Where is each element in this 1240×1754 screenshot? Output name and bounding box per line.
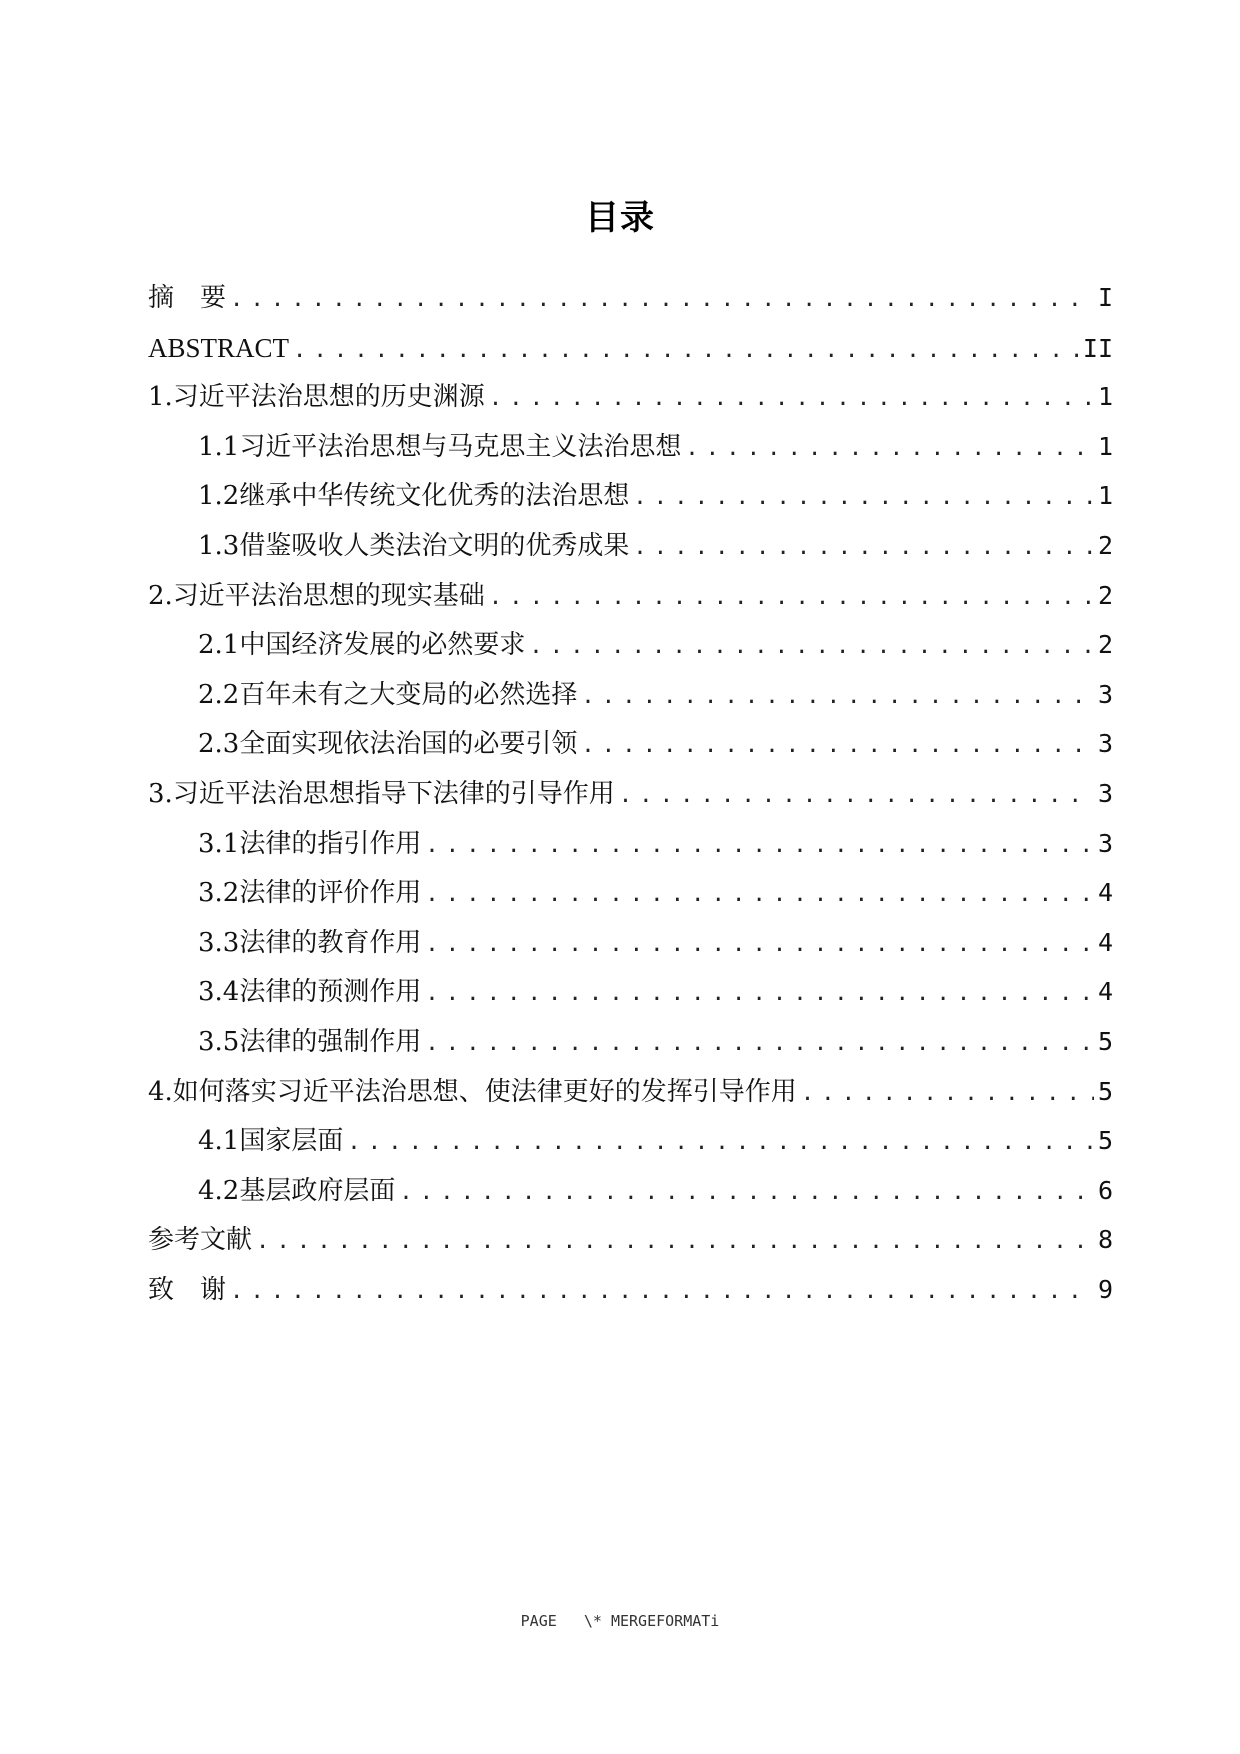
toc-entry-page: I	[1097, 283, 1113, 312]
toc-entry-label: 1.习近平法治思想的历史渊源	[148, 382, 485, 413]
toc-entry-label: 3.3法律的教育作用	[198, 927, 422, 958]
toc-entry-page: 1	[1097, 481, 1113, 511]
toc-entry-page: 3	[1097, 729, 1113, 759]
toc-leader-dots	[425, 828, 1094, 864]
toc-entry-chapter-3[interactable]	[148, 776, 1113, 826]
toc-entry-page: 5	[1097, 1076, 1113, 1106]
toc-entry-references[interactable]	[148, 1222, 1113, 1272]
toc-entry-label: 2.2百年未有之大变局的必然选择	[198, 679, 578, 710]
toc-leader-dots	[633, 530, 1094, 566]
toc-leader-dots	[619, 778, 1094, 814]
toc-entry-page: II	[1082, 333, 1113, 363]
toc-entry-label: 4.2基层政府层面	[198, 1175, 396, 1206]
table-of-contents	[148, 280, 1113, 1321]
toc-entry-abstract-en[interactable]	[148, 330, 1113, 380]
toc-entry-label: 摘 要	[148, 283, 227, 313]
toc-entry-label: 2.习近平法治思想的现实基础	[148, 580, 485, 611]
toc-entry-chapter-1[interactable]	[148, 379, 1113, 429]
toc-entry-label: 4.1国家层面	[198, 1126, 344, 1157]
toc-leader-dots	[489, 381, 1094, 417]
toc-entry-page: 5	[1097, 1126, 1113, 1156]
toc-entry-page: 9	[1097, 1274, 1113, 1304]
toc-entry-label: 3.1法律的指引作用	[198, 828, 422, 859]
toc-entry-page: 2	[1097, 630, 1113, 660]
toc-leader-dots	[581, 679, 1094, 715]
toc-entry-label: 1.3借鉴吸收人类法治文明的优秀成果	[198, 530, 630, 561]
toc-leader-dots	[230, 282, 1094, 318]
toc-entry-label: 3.5法律的强制作用	[198, 1026, 422, 1057]
toc-entry-label: 参考文献	[148, 1225, 253, 1256]
toc-entry-page: 2	[1097, 580, 1113, 610]
toc-entry-label: 3.2法律的评价作用	[198, 878, 422, 909]
toc-entry-page: 4	[1097, 977, 1113, 1007]
toc-entry-label: 2.3全面实现依法治国的必要引领	[198, 729, 578, 760]
toc-entry-label: 4.如何落实习近平法治思想、使法律更好的发挥引导作用	[148, 1076, 797, 1107]
toc-entry-abstract-cn[interactable]	[148, 280, 1113, 330]
toc-leader-dots	[633, 480, 1094, 516]
toc-entry-label: ABSTRACT	[148, 332, 290, 363]
toc-leader-dots	[399, 1175, 1094, 1211]
toc-entry-label: 3.4法律的预测作用	[198, 977, 422, 1008]
toc-entry-section-1-2[interactable]	[148, 478, 1113, 528]
toc-entry-section-3-3[interactable]	[148, 925, 1113, 975]
toc-entry-acknowledgements[interactable]	[148, 1272, 1113, 1322]
toc-entry-section-4-2[interactable]	[148, 1173, 1113, 1223]
toc-leader-dots	[529, 629, 1094, 665]
toc-entry-page: 6	[1097, 1175, 1113, 1205]
toc-entry-page: 3	[1097, 679, 1113, 709]
toc-entry-section-3-4[interactable]	[148, 974, 1113, 1024]
toc-entry-label: 致 谢	[148, 1274, 227, 1305]
toc-entry-page: 5	[1097, 1026, 1113, 1056]
toc-entry-section-3-1[interactable]	[148, 826, 1113, 876]
page-footer-field: PAGE \* MERGEFORMATi	[520, 1612, 720, 1630]
toc-entry-label: 2.1中国经济发展的必然要求	[198, 630, 526, 661]
toc-leader-dots	[489, 580, 1094, 616]
toc-entry-section-2-2[interactable]	[148, 677, 1113, 727]
toc-leader-dots	[425, 976, 1094, 1012]
toc-entry-section-1-3[interactable]	[148, 528, 1113, 578]
toc-entry-page: 1	[1097, 382, 1113, 412]
toc-leader-dots	[256, 1224, 1094, 1260]
toc-entry-label: 3.习近平法治思想指导下法律的引导作用	[148, 778, 615, 809]
toc-entry-section-3-2[interactable]	[148, 875, 1113, 925]
toc-entry-label: 1.2继承中华传统文化优秀的法治思想	[198, 481, 630, 512]
toc-leader-dots	[230, 1274, 1094, 1310]
toc-entry-chapter-2[interactable]	[148, 578, 1113, 628]
toc-leader-dots	[425, 877, 1094, 913]
toc-entry-section-1-1[interactable]	[148, 429, 1113, 479]
toc-leader-dots	[425, 927, 1094, 963]
toc-entry-page: 3	[1097, 778, 1113, 808]
toc-leader-dots	[581, 728, 1094, 764]
toc-title: 目录	[585, 198, 655, 238]
toc-entry-page: 3	[1097, 828, 1113, 858]
toc-entry-page: 4	[1097, 878, 1113, 908]
toc-entry-section-2-1[interactable]	[148, 627, 1113, 677]
toc-entry-section-2-3[interactable]	[148, 726, 1113, 776]
toc-entry-label: 1.1习近平法治思想与马克思主义法治思想	[198, 431, 682, 462]
toc-entry-page: 4	[1097, 927, 1113, 957]
toc-entry-chapter-4[interactable]	[148, 1074, 1113, 1124]
toc-leader-dots	[425, 1026, 1094, 1062]
toc-leader-dots	[685, 431, 1094, 467]
toc-entry-page: 2	[1097, 530, 1113, 560]
toc-entry-section-4-1[interactable]	[148, 1123, 1113, 1173]
toc-leader-dots	[801, 1076, 1094, 1112]
toc-entry-page: 1	[1097, 431, 1113, 461]
toc-entry-page: 8	[1097, 1225, 1113, 1255]
toc-leader-dots	[347, 1125, 1094, 1161]
toc-entry-section-3-5[interactable]	[148, 1024, 1113, 1074]
toc-leader-dots	[293, 333, 1079, 369]
